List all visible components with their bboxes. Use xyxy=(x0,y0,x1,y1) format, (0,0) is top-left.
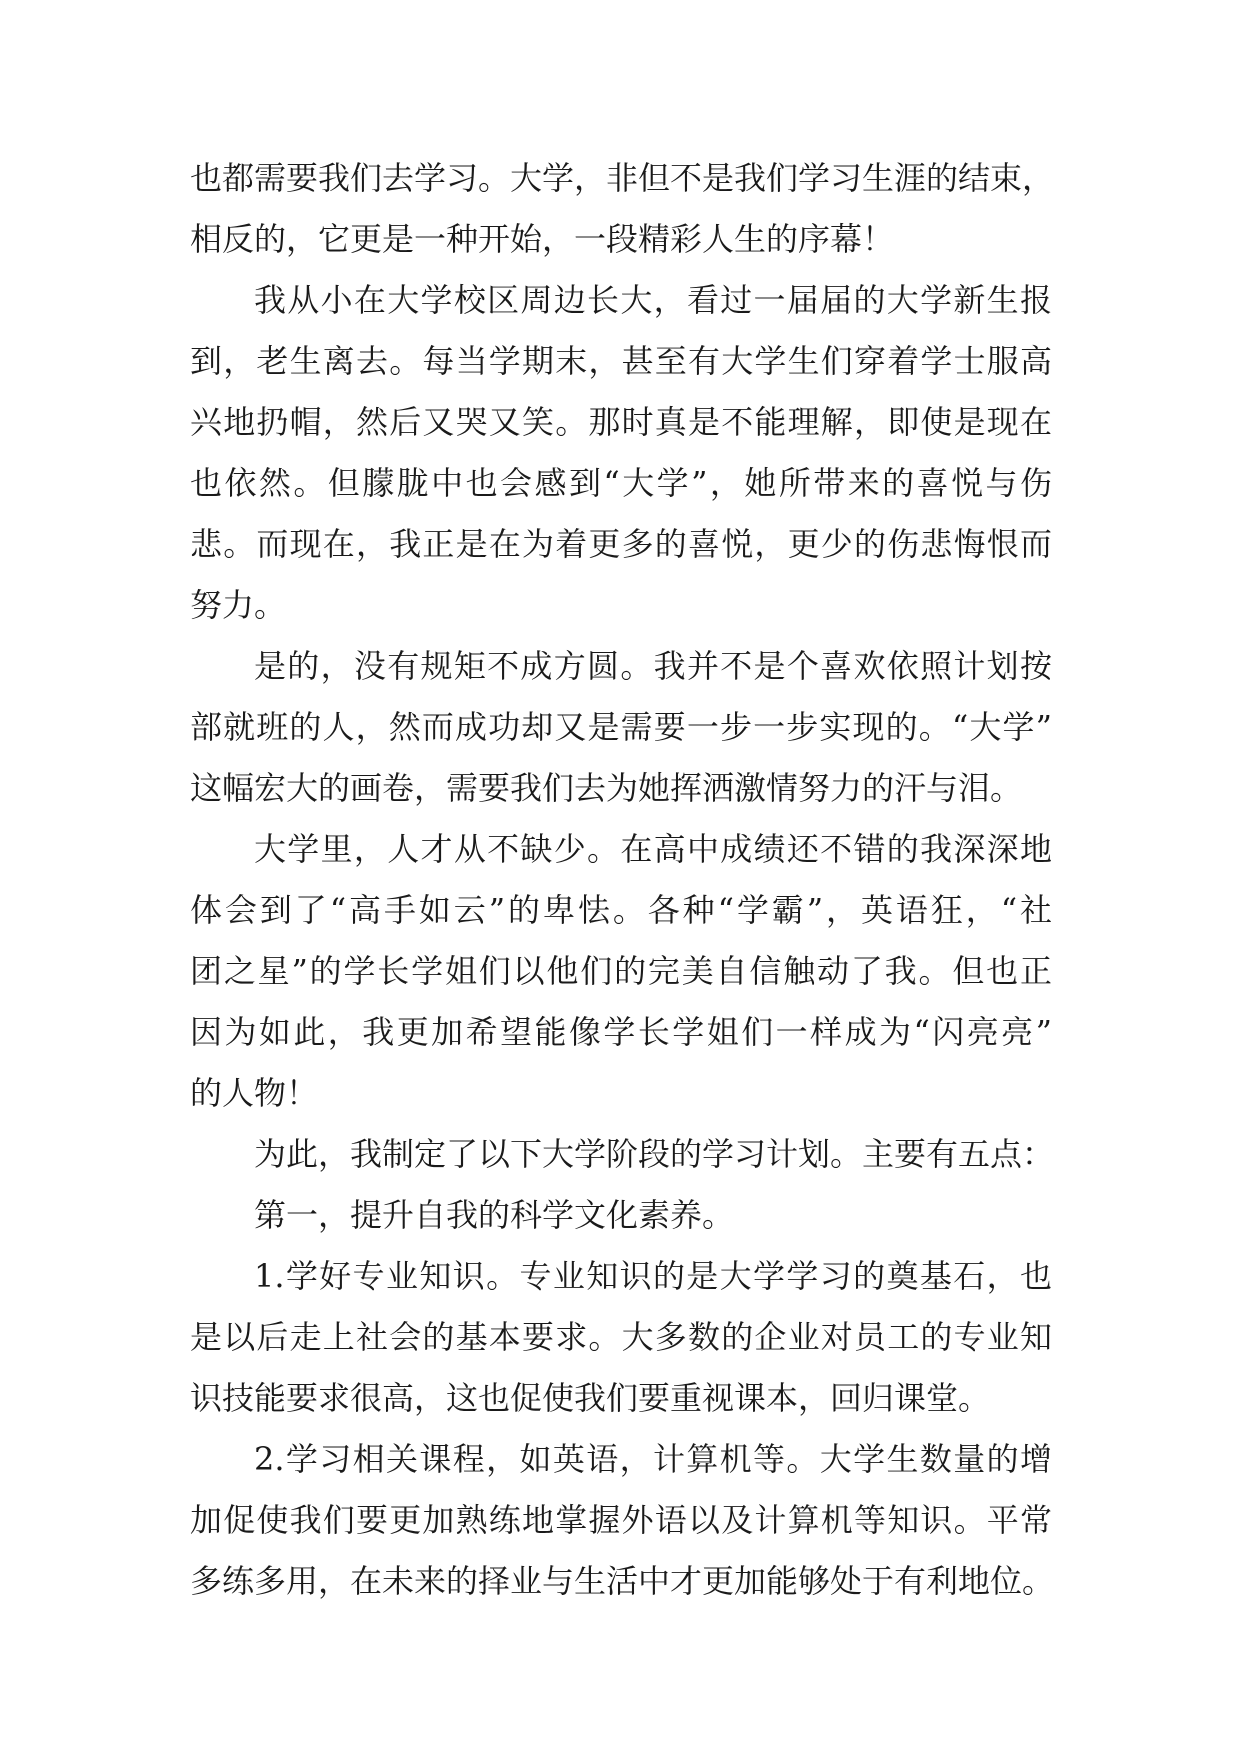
text-line: 2.学习相关课程，如英语，计算机等。大学生数量的增 xyxy=(254,1440,1052,1478)
text-line: 到，老生离去。每当学期末，甚至有大学生们穿着学士服高 xyxy=(190,342,1052,380)
paragraph xyxy=(190,1246,1052,1429)
document-page xyxy=(190,148,1055,1612)
text-line: 加促使我们要更加熟练地掌握外语以及计算机等知识。平常 xyxy=(190,1501,1052,1539)
text-line: 因为如此，我更加希望能像学长学姐们一样成为“闪亮亮” xyxy=(190,1013,1052,1051)
paragraph xyxy=(190,270,1052,636)
text-line: 识技能要求很高，这也促使我们要重视课本，回归课堂。 xyxy=(190,1379,991,1417)
text-line: 团之星”的学长学姐们以他们的完美自信触动了我。但也正 xyxy=(190,952,1052,990)
text-line: 多练多用，在未来的择业与生活中才更加能够处于有利地位。 xyxy=(190,1562,1055,1600)
paragraph xyxy=(190,636,1052,819)
text-line: 也都需要我们去学习。大学，非但不是我们学习生涯的结束， xyxy=(190,159,1055,197)
text-line: 的人物！ xyxy=(190,1074,319,1112)
paragraph xyxy=(190,1185,1052,1246)
text-line: 是以后走上社会的基本要求。大多数的企业对员工的专业知 xyxy=(190,1318,1052,1356)
text-line: 兴地扔帽，然后又哭又笑。那时真是不能理解，即使是现在 xyxy=(190,403,1052,441)
text-line: 大学里，人才从不缺少。在高中成绩还不错的我深深地 xyxy=(254,830,1052,868)
text-line: 部就班的人，然而成功却又是需要一步一步实现的。“大学” xyxy=(190,708,1052,746)
text-line: 也依然。但朦胧中也会感到“大学”，她所带来的喜悦与伤 xyxy=(190,464,1052,502)
text-line: 为此，我制定了以下大学阶段的学习计划。主要有五点： xyxy=(254,1135,1055,1173)
text-line: 第一，提升自我的科学文化素养。 xyxy=(254,1196,735,1234)
text-line: 1.学好专业知识。专业知识的是大学学习的奠基石，也 xyxy=(254,1257,1052,1295)
paragraph xyxy=(190,1429,1055,1612)
text-line: 努力。 xyxy=(190,586,287,624)
paragraph xyxy=(190,819,1052,1124)
text-line: 体会到了“高手如云”的卑怯。各种“学霸”，英语狂，“社 xyxy=(190,891,1052,929)
text-line: 是的，没有规矩不成方圆。我并不是个喜欢依照计划按 xyxy=(254,647,1052,685)
text-line: 我从小在大学校区周边长大，看过一届届的大学新生报 xyxy=(254,281,1052,319)
text-line: 相反的，它更是一种开始，一段精彩人生的序幕！ xyxy=(190,220,895,258)
text-line: 悲。而现在，我正是在为着更多的喜悦，更少的伤悲悔恨而 xyxy=(190,525,1052,563)
text-line: 这幅宏大的画卷，需要我们去为她挥洒激情努力的汗与泪。 xyxy=(190,769,1023,807)
paragraph xyxy=(190,1124,1055,1185)
paragraph xyxy=(190,148,1055,270)
